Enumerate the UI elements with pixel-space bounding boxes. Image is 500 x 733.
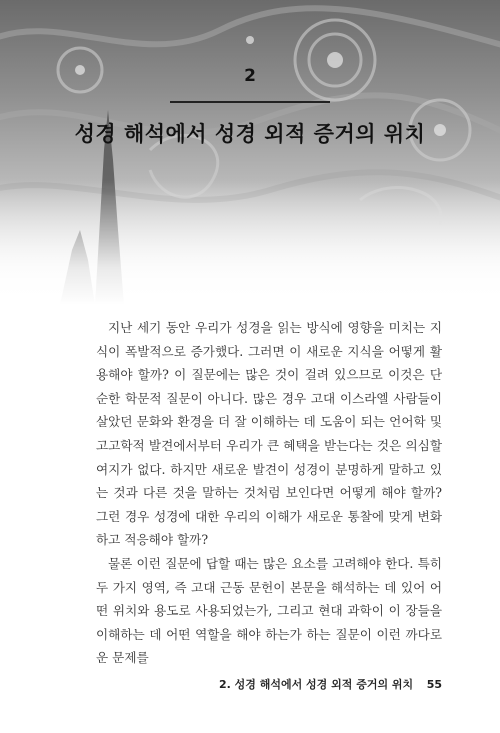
header-fade [0,180,500,305]
body-paragraph: 물론 이런 질문에 답할 때는 많은 요소를 고려해야 한다. 특히 두 가지 영역, 즉 고대 근동 문헌이 본문을 해석하는 데 있어 어떤 위치와 용도로 사용되었는가, 그리고 현대 과학이 이 장들을 이해하는 데 어떤 역할을 해야 하는가 하는 질문이 이런 까다로운 문제를 [96,555,442,666]
body-text [96,316,442,670]
running-head: 2. 성경 해석에서 성경 외적 증거의 위치 [218,678,414,691]
body-paragraph: 지난 세기 동안 우리가 성경을 읽는 방식에 영향을 미치는 지식이 폭발적으로 증가했다. 그러면 이 새로운 지식을 어떻게 활용해야 할까? 이 질문에는 많은 것이 걸려 있으므로 이것은 단순한 학문적 질문이 아니다. 많은 경우 고대 이스라엘 사람들이 살았던 문화와 환경을 더 잘 이해하는 데 도움이 되는 언어학 및 고고학적 발견에서부터 우리가 큰 혜택을 받는다는 것은 의심할 여지가 없다. 하지만 새로운 발견이 성경이 분명하게 말하고 있는 것과 다른 것을 말하는 것처럼 보인다면 어떻게 해야 할까? 그런 경우 성경에 대한 우리의 이해가 새로운 통찰에 맞게 변화하고 적응해야 할까? [96,320,442,548]
chapter-title: 성경 해석에서 성경 외적 증거의 위치 [74,122,426,146]
chapter-header-artwork [0,0,500,305]
chapter-number: 2 [244,66,256,86]
page-number: 55 [426,678,442,691]
chapter-divider [170,101,330,103]
page-footer [96,676,442,692]
